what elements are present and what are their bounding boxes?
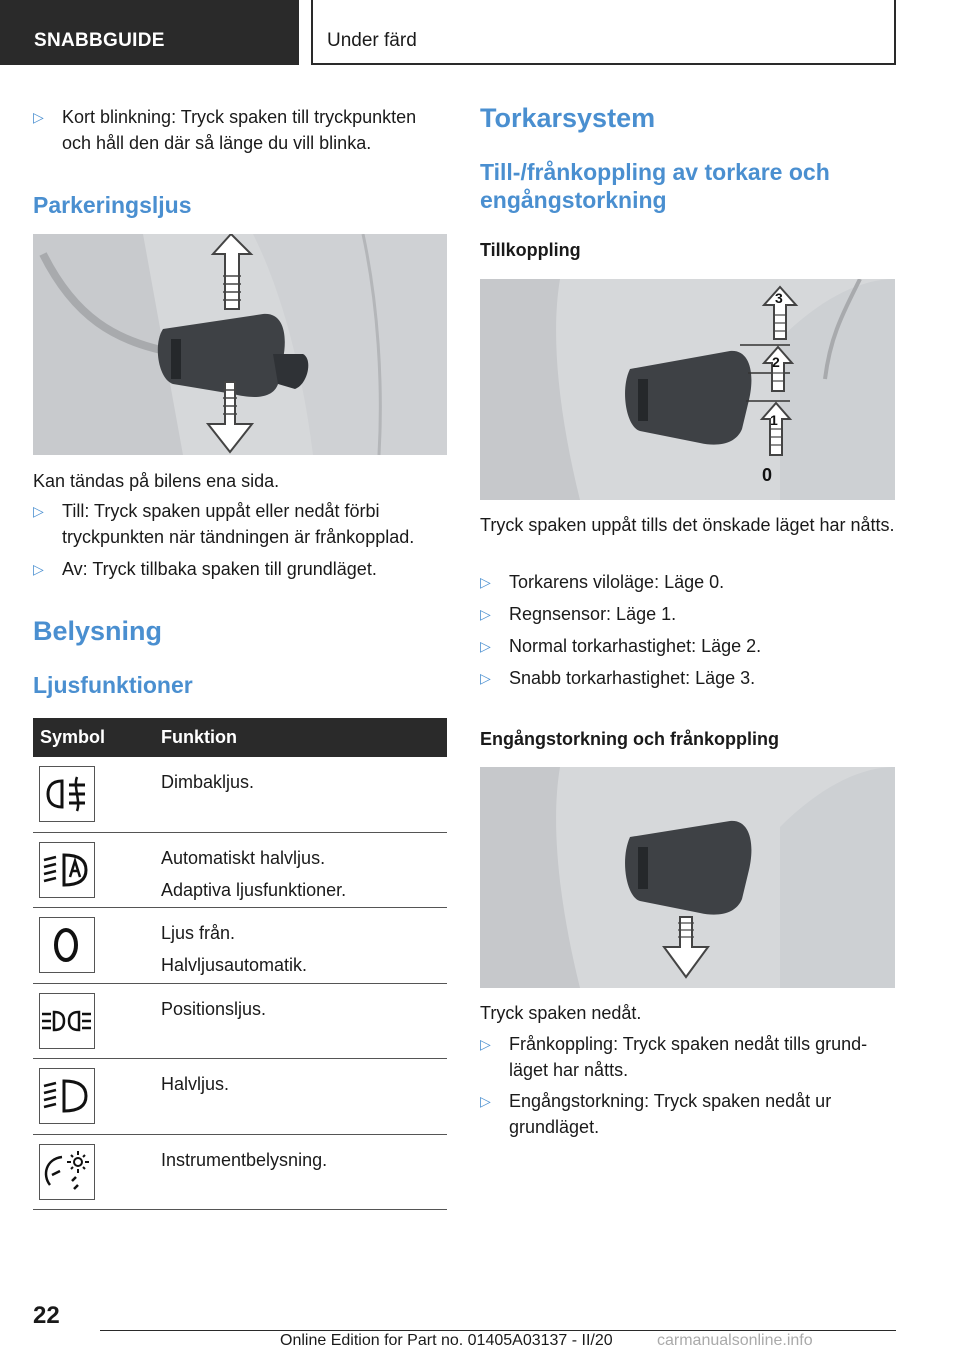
bullet-triangle-icon: ▷: [33, 561, 44, 577]
header-function: Funktion: [161, 727, 237, 747]
chapter-label: Under färd: [327, 30, 417, 51]
chapter-tab: [311, 0, 896, 65]
page-number: 22: [33, 1302, 60, 1329]
bullet-triangle-icon: ▷: [480, 574, 491, 590]
single-wipe-title: Engångstorkning och frånkoppling: [480, 729, 779, 749]
fig-number: 1: [770, 412, 778, 428]
on-title: Tillkoppling: [480, 240, 581, 260]
wiper-on-figure: [480, 279, 895, 500]
on-bullet: ▷ Normal torkarhastighet: Läge 2.: [480, 633, 895, 659]
wiper-single-figure: [480, 767, 895, 988]
edition-text: Online Edition for Part no. 01405A03137 - II/20: [280, 1332, 613, 1349]
table-row: [33, 1059, 447, 1135]
function-text: Halvljus.: [161, 1074, 230, 1094]
lights-off-zero-icon: [39, 917, 95, 973]
table-row: [33, 833, 447, 909]
parking-light-figure: [33, 234, 447, 455]
table-row: [33, 984, 447, 1060]
bullet-triangle-icon: ▷: [33, 503, 44, 519]
bullet-triangle-icon: ▷: [480, 670, 491, 686]
table-row: [33, 757, 447, 833]
table-header: [33, 718, 447, 757]
fig-number: 3: [775, 290, 783, 306]
section-label: SNABBGUIDE: [34, 30, 165, 51]
watermark: carmanualsonline.info: [657, 1332, 813, 1349]
bullet-triangle-icon: ▷: [480, 1036, 491, 1052]
lighting-title: Belysning: [33, 616, 163, 646]
function-text: Instrumentbelysning.: [161, 1149, 328, 1170]
position-lights-icon: [39, 993, 95, 1049]
table-row: [33, 908, 447, 984]
header-symbol: Symbol: [40, 727, 106, 747]
section-tab: [0, 0, 299, 65]
wiper-subtitle: Till-/frånkoppling av torkare och engångstorkning: [480, 159, 830, 213]
parking-title: Parkeringsljus: [33, 192, 192, 218]
light-functions-title: Ljusfunktioner: [33, 672, 193, 698]
bullet-triangle-icon: ▷: [480, 606, 491, 622]
single-text: Tryck spaken nedåt.: [480, 1003, 642, 1023]
instrument-lighting-icon: [39, 1144, 95, 1200]
low-beam-icon: [39, 1068, 95, 1124]
single-bullet: ▷ Frånkoppling: Tryck spaken nedåt tills grund-läget har nåtts.: [480, 1031, 895, 1083]
bullet-triangle-icon: ▷: [480, 638, 491, 654]
single-bullet: ▷ Engångstorkning: Tryck spaken nedåt ur grundläget.: [480, 1088, 895, 1140]
blink-bullet: ▷ Kort blinkning: Tryck spaken till tryckpunkten och håll den där så länge du vill blinka.: [33, 104, 447, 156]
parking-bullet-off: ▷ Av: Tryck tillbaka spaken till grundläget.: [33, 556, 447, 582]
fig-number: 2: [772, 354, 780, 370]
bullet-triangle-icon: ▷: [33, 109, 44, 125]
parking-bullet-on: ▷ Till: Tryck spaken uppåt eller nedåt förbi tryckpunkten när tändningen är frånkopplad.: [33, 498, 447, 550]
on-bullet: ▷ Torkarens viloläge: Läge 0.: [480, 569, 895, 595]
rear-fog-light-icon: [39, 766, 95, 822]
on-bullet: ▷ Regnsensor: Läge 1.: [480, 601, 895, 627]
wiper-title: Torkarsystem: [480, 103, 656, 133]
on-text: Tryck spaken uppåt tills det önskade läget har nåtts.: [480, 515, 895, 535]
footer-divider: [100, 1330, 896, 1331]
on-bullet: ▷ Snabb torkarhastighet: Läge 3.: [480, 665, 895, 691]
function-text: Positionsljus.: [161, 998, 267, 1019]
fig-number: 0: [762, 465, 773, 485]
auto-low-beam-icon: [39, 842, 95, 898]
light-functions-table: [33, 718, 447, 1210]
table-row: [33, 1135, 447, 1211]
function-text: Ljus från. Halvljusautomatik.: [161, 923, 308, 975]
bullet-triangle-icon: ▷: [480, 1093, 491, 1109]
function-text: Automatiskt halvljus. Adaptiva ljusfunktioner.: [161, 847, 347, 900]
function-text: Dimbakljus.: [161, 772, 255, 792]
parking-text: Kan tändas på bilens ena sida.: [33, 471, 280, 491]
